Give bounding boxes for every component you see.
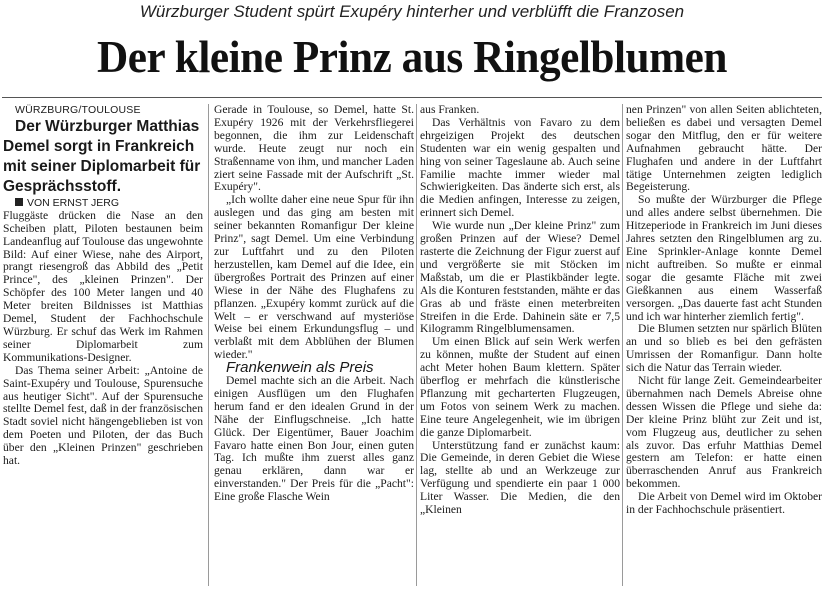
body-paragraph: Die Arbeit von Demel wird im Oktober in der Fachhochschule präsentiert.: [626, 490, 822, 517]
square-bullet-icon: [15, 198, 23, 206]
body-paragraph: Fluggäste drücken die Nase an den Scheiben platt, Piloten bestaunen beim Landeanflug auf Toulouse das ungewohnte Bild: Auf einer Wiese, nahe des Airport, prangt riesengroß das Abbild des „Petit Prince", des „kleinen Prinzen". Der Schöpfer des 100 Meter langen und 40 Meter breiten Bildnisses ist Matthias Demel, Student der Fachhochschule Würzburg. Er schuf das Werk im Rahmen seiner Diplomarbeit zum Kommunikations-Designer.: [3, 208, 203, 364]
byline: [3, 197, 203, 210]
column-divider: [416, 104, 417, 586]
column-divider: [622, 104, 623, 586]
body-paragraph: Demel machte sich an die Arbeit. Nach einigen Ausflügen um den Flughafen herum fand er den idealen Grund in der Nähe der Einflugschneise. „Ich hatte Glück. Der Eigentümer, Bauer Joachim Favaro hatte einen Bon Jour, einen guten Tag. Ich mußte ihm zuerst alles ganz genau erklären, dann war er einverstanden." Der Preis für die „Pacht": Eine große Flasche Wein: [214, 374, 414, 504]
body-paragraph: So mußte der Würzburger die Pflege und alles andere selbst übernehmen. Die Hitzeperiode in Frankreich im Juni dieses Jahres setzten den Ringelblumen arg zu. Eine Sprinkler-Anlage konnte Demel nicht auftreiben. So mußte er einmal sogar die gesamte Fläche mit zwei Gießkannen aus einem Wasserfaß versorgen. „Das dauerte fast acht Stunden und ich war hinterher ziemlich fertig".: [626, 193, 822, 323]
body-paragraph: Nicht für lange Zeit. Gemeindearbeiter übernahmen nach Demels Abreise ohne dessen Wissen die Pflege und siehe da: Der kleine Prinz blüht zur Zeit und ist, vom Flugzeug aus, deutlicher zu sehen als zuvor. Das erfuhr Matthias Demel gestern am Telefon: er hatte einen überraschenden Anruf aus Frankreich bekommen.: [626, 374, 822, 491]
body-paragraph: Das Thema seiner Arbeit: „Antoine de Saint-Exupéry und Toulouse, Spurensuche aus heutiger Sicht". Auf der Spurensuche stellte Demel fest, daß in der französischen Stadt soviel nicht hängengeblieben ist von dem Poeten und Piloten, der das Buch über den „Kleinen Prinzen" geschrieben hat.: [3, 363, 203, 468]
body-paragraph: nen Prinzen" von allen Seiten ablichteten, beließen es dabei und versagten Demel sogar den Mitflug, den er für weitere Aufnahmen gebraucht hätte. Der Flughafen und andere in der Luftfahrt tätige Unternehmen zeigten lediglich Begeisterung.: [626, 104, 822, 194]
body-paragraph: Die Blumen setzten nur spärlich Blüten an und so blieb es bei den gefrästen Umrissen der Romanfigur. Dann holte sich die Natur das Terrain wieder.: [626, 322, 822, 375]
lead-paragraph: Der Würzburger Matthias Demel sorgt in Frankreich mit seiner Diplomarbeit für Gesprächsstoff.: [3, 117, 201, 195]
column-2: [214, 104, 414, 590]
body-paragraph: Das Verhältnis von Favaro zu dem ehrgeizigen Projekt des deutschen Studenten war ein wenig gespalten und hing von seiner Tageslaune ab. Auch seine Familie machte immer wieder mal Schwierigkeiten. Das änderte sich erst, als die Medien anfingen, Interesse zu zeigen, erinnert sich Demel.: [420, 115, 620, 220]
body-paragraph: Wie wurde nun „Der kleine Prinz" zum großen Prinzen auf der Wiese? Demel rasterte die Zeichnung der Figur zuerst auf und vergrößerte sie mit Stöcken im Maßstab, um die er Plastikbänder legte. Als die Konturen feststanden, mähte er das Gras ab und fräste einen meterbreiten Streifen in die Erde. Dahinein säte er 7,5 Kilogramm Ringelblumensamen.: [420, 219, 620, 336]
body-paragraph: Gerade in Toulouse, so Demel, hatte St. Exupéry 1926 mit der Verkehrsfliegerei begonnen, die ihm zur Leidenschaft wurde. Heute zeugt nur noch ein Straßenname von ihm, und mancher Laden ziert seine Fassade mit der Aufschrift „St. Exupéry".: [214, 104, 414, 194]
body-paragraph: „Ich wollte daher eine neue Spur für ihn auslegen und das ging am besten mit seiner bekannten Romanfigur Der kleine Prinz", sagt Demel. Um eine Verbindung zur Luftfahrt und zu den Piloten herzustellen, kam Demel auf die Idee, ein übergroßes Portrait des Prinzen auf einer Wiese in der Nähe des Flughafens zu pflanzen. „Exupéry kommt zurück auf die Welt – er verschwand auf mysteriöse Weise bei einem Erkundungsflug – und verblaßt mit dem Abblühen der Blumen wieder.": [214, 193, 414, 362]
header-rule: [2, 97, 822, 98]
column-divider: [208, 104, 209, 586]
body-paragraph: Unterstützung fand er zunächst kaum: Die Gemeinde, in deren Gebiet die Wiese lag, stellte ab und an Werkzeuge zur Verfügung und spendierte ein paar 1 000 Liter Wasser. Die Medien, die den „Kleinen: [420, 438, 620, 517]
body-paragraph: Um einen Blick auf sein Werk werfen zu können, mußte der Student auf einen acht Meter hohen Baum klettern. Später überflog er mehrfach die künstlerische Pflanzung mit gecharterten Flugzeugen, um Fotos von seinem Werk zu machen. Eine teure Angelegenheit, wie im übrigen die ganze Diplomarbeit.: [420, 335, 620, 439]
subheading: Frankenwein als Preis: [226, 359, 374, 377]
kicker: Würzburger Student spürt Exupéry hinterher und verblüfft die Franzosen: [139, 2, 685, 21]
column-1: [3, 104, 203, 590]
dateline: WÜRZBURG/TOULOUSE: [15, 104, 141, 116]
body-paragraph: aus Franken.: [420, 104, 480, 116]
column-3: [420, 104, 620, 590]
column-4: [626, 104, 822, 590]
headline: Der kleine Prinz aus Ringelblumen: [97, 31, 727, 82]
byline-text: VON ERNST JERG: [27, 196, 119, 209]
